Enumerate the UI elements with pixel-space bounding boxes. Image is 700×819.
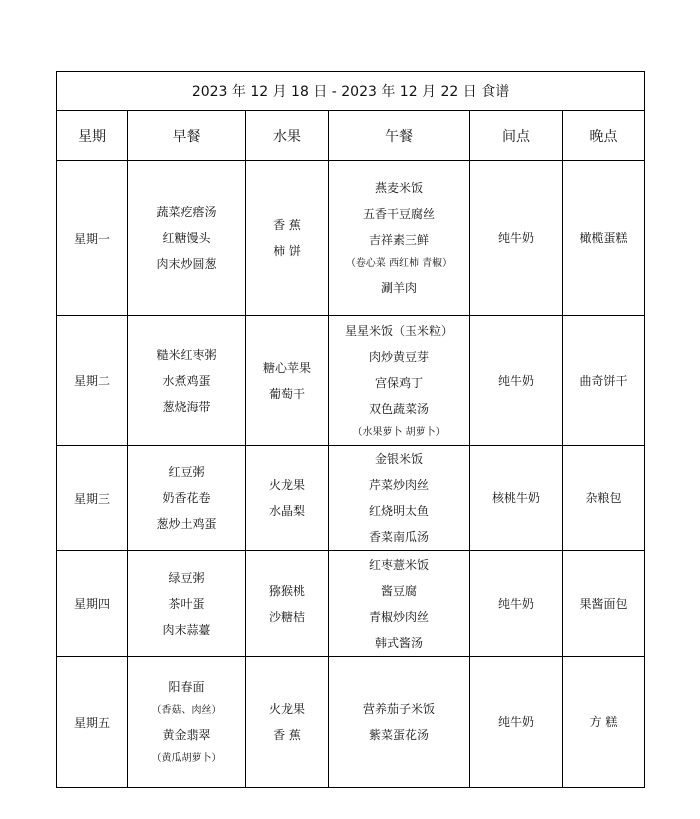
menu-item: 水煮鸡蛋 xyxy=(162,373,211,388)
header-dinner: 晚点 xyxy=(563,111,645,161)
menu-item: 水晶梨 xyxy=(268,504,305,518)
menu-item: （黄瓜胡萝卜） xyxy=(151,753,222,764)
menu-item: 香 蕉 xyxy=(273,728,301,742)
menu-item: 核桃牛奶 xyxy=(491,491,540,505)
breakfast-cell xyxy=(128,551,246,657)
menu-item: （香菇、肉丝） xyxy=(151,705,222,716)
menu-item: 五香干豆腐丝 xyxy=(362,207,435,221)
header-day: 星期 xyxy=(57,111,128,161)
day-cell: 星期二 xyxy=(57,316,128,446)
menu-item: 蔬菜疙瘩汤 xyxy=(156,205,217,219)
menu-item: 紫菜蛋花汤 xyxy=(368,728,429,742)
snack-cell xyxy=(470,657,563,788)
menu-item: （水果萝卜 胡萝卜） xyxy=(352,426,446,438)
menu-item: 青椒炒肉丝 xyxy=(368,609,429,624)
menu-title: 2023 年 12 月 18 日 - 2023 年 12 月 22 日 食谱 xyxy=(57,72,645,111)
menu-item: 方 糕 xyxy=(589,715,618,729)
fruit-cell xyxy=(246,161,329,316)
menu-item: 酱豆腐 xyxy=(380,583,417,598)
menu-item: 曲奇饼干 xyxy=(579,373,628,388)
snack-cell xyxy=(470,316,563,446)
menu-item: 肉末蒜薹 xyxy=(162,622,211,637)
menu-item: （卷心菜 西红柿 青椒） xyxy=(345,258,453,269)
menu-item: 营养茄子米饭 xyxy=(362,702,435,716)
lunch-cell xyxy=(329,316,470,446)
menu-item: 宫保鸡丁 xyxy=(374,375,423,390)
day-cell: 星期一 xyxy=(57,161,128,316)
menu-item: 葡萄干 xyxy=(268,386,305,401)
breakfast-cell xyxy=(128,161,246,316)
menu-item: 红烧明太鱼 xyxy=(368,504,429,518)
menu-item: 韩式酱汤 xyxy=(374,635,423,650)
menu-item: 纯牛奶 xyxy=(497,231,534,245)
menu-item: 纯牛奶 xyxy=(497,596,534,611)
menu-item: 奶香花卷 xyxy=(162,491,211,505)
dinner-cell xyxy=(563,657,645,788)
menu-item: 芹菜炒肉丝 xyxy=(368,478,429,492)
menu-item: 葱炒土鸡蛋 xyxy=(156,517,217,531)
snack-cell xyxy=(470,161,563,316)
menu-item: 杂粮包 xyxy=(585,491,622,505)
menu-item: 星星米饭（玉米粒） xyxy=(344,323,453,338)
table-row xyxy=(57,161,645,316)
table-row xyxy=(57,316,645,446)
snack-cell xyxy=(470,446,563,551)
menu-item: 糖心苹果 xyxy=(262,360,311,375)
day-cell: 星期四 xyxy=(57,551,128,657)
table-row xyxy=(57,657,645,788)
menu-item: 肉炒黄豆芽 xyxy=(368,349,429,364)
menu-item: 沙糖桔 xyxy=(268,609,305,624)
dinner-cell xyxy=(563,446,645,551)
menu-item: 橄榄蛋糕 xyxy=(579,231,628,245)
menu-item: 糙米红枣粥 xyxy=(156,347,217,362)
menu-item: 火龙果 xyxy=(268,478,305,492)
menu-item: 茶叶蛋 xyxy=(168,596,205,611)
table-row xyxy=(57,551,645,657)
menu-item: 柿 饼 xyxy=(273,244,301,258)
menu-item: 果酱面包 xyxy=(579,596,628,611)
lunch-cell xyxy=(329,657,470,788)
header-lunch: 午餐 xyxy=(329,111,470,161)
dinner-cell xyxy=(563,551,645,657)
day-cell: 星期三 xyxy=(57,446,128,551)
menu-item: 红枣薏米饭 xyxy=(368,557,429,572)
fruit-cell xyxy=(246,657,329,788)
breakfast-cell xyxy=(128,316,246,446)
menu-item: 红豆粥 xyxy=(168,465,205,479)
menu-table xyxy=(56,71,645,788)
snack-cell xyxy=(470,551,563,657)
menu-item: 香 蕉 xyxy=(273,218,301,232)
header-row xyxy=(57,111,645,161)
fruit-cell xyxy=(246,446,329,551)
menu-item: 双色蔬菜汤 xyxy=(368,401,429,416)
menu-item: 吉祥素三鲜 xyxy=(368,233,429,247)
menu-item: 燕麦米饭 xyxy=(374,181,423,195)
dinner-cell xyxy=(563,161,645,316)
menu-item: 火龙果 xyxy=(268,702,305,716)
day-cell: 星期五 xyxy=(57,657,128,788)
menu-item: 阳春面 xyxy=(168,680,205,694)
lunch-cell xyxy=(329,446,470,551)
menu-item: 纯牛奶 xyxy=(497,715,534,729)
menu-item: 红糖馒头 xyxy=(162,231,211,245)
menu-item: 葱烧海带 xyxy=(162,399,211,414)
menu-item: 绿豆粥 xyxy=(168,570,205,585)
menu-item: 纯牛奶 xyxy=(497,373,534,388)
menu-item: 黄金翡翠 xyxy=(162,728,211,742)
lunch-cell xyxy=(329,161,470,316)
breakfast-cell xyxy=(128,657,246,788)
header-breakfast: 早餐 xyxy=(128,111,246,161)
menu-item: 涮羊肉 xyxy=(380,281,417,295)
breakfast-cell xyxy=(128,446,246,551)
menu-item: 香菜南瓜汤 xyxy=(368,530,429,544)
fruit-cell xyxy=(246,316,329,446)
menu-item: 肉末炒圆葱 xyxy=(156,257,217,271)
menu-item: 猕猴桃 xyxy=(268,583,305,598)
header-fruit: 水果 xyxy=(246,111,329,161)
lunch-cell xyxy=(329,551,470,657)
dinner-cell xyxy=(563,316,645,446)
menu-item: 金银米饭 xyxy=(374,452,423,466)
fruit-cell xyxy=(246,551,329,657)
table-row xyxy=(57,446,645,551)
header-snack: 间点 xyxy=(470,111,563,161)
